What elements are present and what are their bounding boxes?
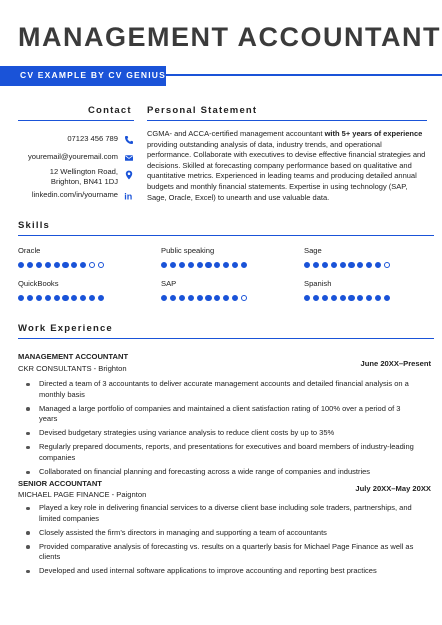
experience-rule bbox=[18, 338, 434, 339]
job-bullets bbox=[26, 379, 418, 478]
rating-dot-filled bbox=[45, 262, 51, 268]
rating-dot-filled bbox=[232, 295, 238, 301]
rating-dot-filled bbox=[170, 295, 176, 301]
location-icon bbox=[124, 170, 134, 180]
job-bullet: Regularly prepared documents, reports, and presentations for executives and board members of industry-leading companies bbox=[26, 442, 418, 463]
job-bullet: Played a key role in delivering financial services to a diverse client base including sole traders, partnerships, and limited companies bbox=[26, 503, 418, 524]
job-bullet: Managed a large portfolio of companies and maintained a client satisfaction rating of 100% over a period of 3 years bbox=[26, 404, 418, 425]
job-company: CKR CONSULTANTS - Brighton bbox=[18, 364, 127, 373]
rating-dot-filled bbox=[80, 295, 86, 301]
rating-dot-filled bbox=[366, 262, 372, 268]
rating-dot-filled bbox=[170, 262, 176, 268]
rating-dot-filled bbox=[357, 262, 363, 268]
banner-text: CV EXAMPLE BY CV GENIUS bbox=[20, 70, 166, 80]
rating-dot-filled bbox=[331, 295, 337, 301]
job-bullet: Devised budgetary strategies using variance analysis to reduce client costs by up to 35% bbox=[26, 428, 418, 439]
rating-dot-filled bbox=[27, 262, 33, 268]
rating-dot-filled bbox=[322, 295, 328, 301]
contact-phone bbox=[14, 134, 134, 144]
rating-dot-empty bbox=[89, 262, 95, 268]
rating-dot-filled bbox=[340, 262, 346, 268]
statement-highlight: with 5+ years of experience bbox=[324, 129, 423, 138]
job-company: MICHAEL PAGE FINANCE - Paignton bbox=[18, 490, 147, 499]
rating-dot-filled bbox=[357, 295, 363, 301]
rating-dot-filled bbox=[331, 262, 337, 268]
rating-dot-filled bbox=[304, 295, 310, 301]
skill-name: SAP bbox=[161, 279, 177, 288]
rating-dot-filled bbox=[322, 262, 328, 268]
statement-heading: Personal Statement bbox=[147, 105, 258, 116]
skill-rating bbox=[304, 262, 434, 268]
rating-dot-filled bbox=[54, 262, 60, 268]
rating-dot-filled bbox=[232, 262, 238, 268]
rating-dot-filled bbox=[223, 295, 229, 301]
rating-dot-filled bbox=[214, 262, 220, 268]
address-line1: 12 Wellington Road, bbox=[49, 167, 118, 176]
rating-dot-filled bbox=[188, 295, 194, 301]
rating-dot-filled bbox=[54, 295, 60, 301]
contact-address bbox=[14, 167, 134, 187]
cv-banner bbox=[0, 66, 166, 86]
rating-dot-filled bbox=[27, 295, 33, 301]
rating-dot-filled bbox=[375, 262, 381, 268]
rating-dot-filled bbox=[62, 295, 68, 301]
rating-dot-filled bbox=[179, 295, 185, 301]
rating-dot-filled bbox=[375, 295, 381, 301]
skill-name: QuickBooks bbox=[18, 279, 59, 288]
contact-heading: Contact bbox=[88, 105, 132, 116]
rating-dot-filled bbox=[197, 295, 203, 301]
contact-rule bbox=[18, 120, 134, 121]
rating-dot-filled bbox=[304, 262, 310, 268]
job-bullet: Closely assisted the firm’s directors in managing and supporting a team of accountants bbox=[26, 528, 418, 539]
contact-linkedin bbox=[14, 190, 134, 200]
email-text: youremail@youremail.com bbox=[27, 152, 118, 161]
rating-dot-empty bbox=[241, 295, 247, 301]
skill-name: Oracle bbox=[18, 246, 41, 255]
skill-quickbooks bbox=[18, 279, 148, 301]
rating-dot-filled bbox=[188, 262, 194, 268]
rating-dot-filled bbox=[223, 262, 229, 268]
rating-dot-filled bbox=[313, 262, 319, 268]
statement-rule bbox=[147, 120, 427, 121]
rating-dot-filled bbox=[241, 262, 247, 268]
skill-rating bbox=[18, 262, 148, 268]
skill-public-speaking bbox=[161, 246, 291, 268]
rating-dot-filled bbox=[161, 262, 167, 268]
rating-dot-filled bbox=[348, 262, 354, 268]
banner-rule bbox=[166, 74, 442, 76]
rating-dot-empty bbox=[98, 262, 104, 268]
job-dates: July 20XX–May 20XX bbox=[355, 484, 431, 493]
experience-heading: Work Experience bbox=[18, 323, 113, 334]
rating-dot-filled bbox=[71, 262, 77, 268]
rating-dot-filled bbox=[18, 262, 24, 268]
linkedin-text: linkedin.com/in/yourname bbox=[31, 190, 118, 199]
cv-title: MANAGEMENT ACCOUNTANT bbox=[18, 22, 441, 52]
rating-dot-filled bbox=[45, 295, 51, 301]
skills-rule bbox=[18, 235, 434, 236]
job-bullet: Collaborated on financial planning and forecasting across a wide range of companies and industries bbox=[26, 467, 418, 478]
job-bullet: Provided comparative analysis of forecasting vs. results on a quarterly basis for Michael Page Finance as well as clients bbox=[26, 542, 418, 563]
rating-dot-filled bbox=[384, 295, 390, 301]
skill-rating bbox=[304, 295, 434, 301]
rating-dot-filled bbox=[89, 295, 95, 301]
rating-dot-filled bbox=[80, 262, 86, 268]
skill-sap bbox=[161, 279, 291, 301]
statement-text-end: providing outstanding analysis of data, industry trends, and operational performance. Collaborate with executives to devise effective financial strategies and decisions. Skilled at forecasting company performance based on qualitative and quantitative metrics. Experienced in leading teams and producing detailed annual budgets and monthly financial statements. Expertise in using technology (SAP, Sage, Oracle, Excel) to unearth and use valuable data. bbox=[147, 139, 426, 202]
phone-text: 07123 456 789 bbox=[67, 134, 118, 143]
rating-dot-filled bbox=[98, 295, 104, 301]
skill-spanish bbox=[304, 279, 434, 301]
skill-rating bbox=[18, 295, 148, 301]
linkedin-icon bbox=[124, 191, 134, 201]
job-bullet: Developed and used internal software applications to improve accounting and reporting best practices bbox=[26, 566, 418, 577]
skill-name: Spanish bbox=[304, 279, 332, 288]
svg-text:in: in bbox=[124, 191, 133, 201]
skill-rating bbox=[161, 262, 291, 268]
contact-email bbox=[14, 152, 134, 162]
personal-statement bbox=[147, 129, 427, 203]
rating-dot-filled bbox=[205, 295, 211, 301]
rating-dot-filled bbox=[205, 262, 211, 268]
address-line2: Brighton, BN41 1DJ bbox=[50, 177, 118, 186]
skill-oracle bbox=[18, 246, 148, 268]
rating-dot-filled bbox=[62, 262, 68, 268]
rating-dot-filled bbox=[18, 295, 24, 301]
rating-dot-filled bbox=[71, 295, 77, 301]
skill-name: Public speaking bbox=[161, 246, 215, 255]
phone-icon bbox=[124, 135, 134, 145]
rating-dot-filled bbox=[36, 262, 42, 268]
skill-name: Sage bbox=[304, 246, 322, 255]
job-bullets bbox=[26, 503, 418, 577]
rating-dot-filled bbox=[366, 295, 372, 301]
job-title: SENIOR ACCOUNTANT bbox=[18, 479, 102, 488]
rating-dot-filled bbox=[197, 262, 203, 268]
rating-dot-filled bbox=[340, 295, 346, 301]
email-icon bbox=[124, 153, 134, 163]
job-title: MANAGEMENT ACCOUNTANT bbox=[18, 352, 129, 361]
rating-dot-filled bbox=[161, 295, 167, 301]
rating-dot-empty bbox=[384, 262, 390, 268]
rating-dot-filled bbox=[179, 262, 185, 268]
statement-text-start: CGMA- and ACCA-certified management accountant bbox=[147, 129, 325, 138]
rating-dot-filled bbox=[313, 295, 319, 301]
skills-heading: Skills bbox=[18, 220, 51, 231]
rating-dot-filled bbox=[36, 295, 42, 301]
skill-rating bbox=[161, 295, 291, 301]
job-dates: June 20XX–Present bbox=[360, 359, 431, 368]
job-bullet: Directed a team of 3 accountants to deliver accurate management accounts and detailed financial analysis on a monthly basis bbox=[26, 379, 418, 400]
skill-sage bbox=[304, 246, 434, 268]
rating-dot-filled bbox=[348, 295, 354, 301]
rating-dot-filled bbox=[214, 295, 220, 301]
